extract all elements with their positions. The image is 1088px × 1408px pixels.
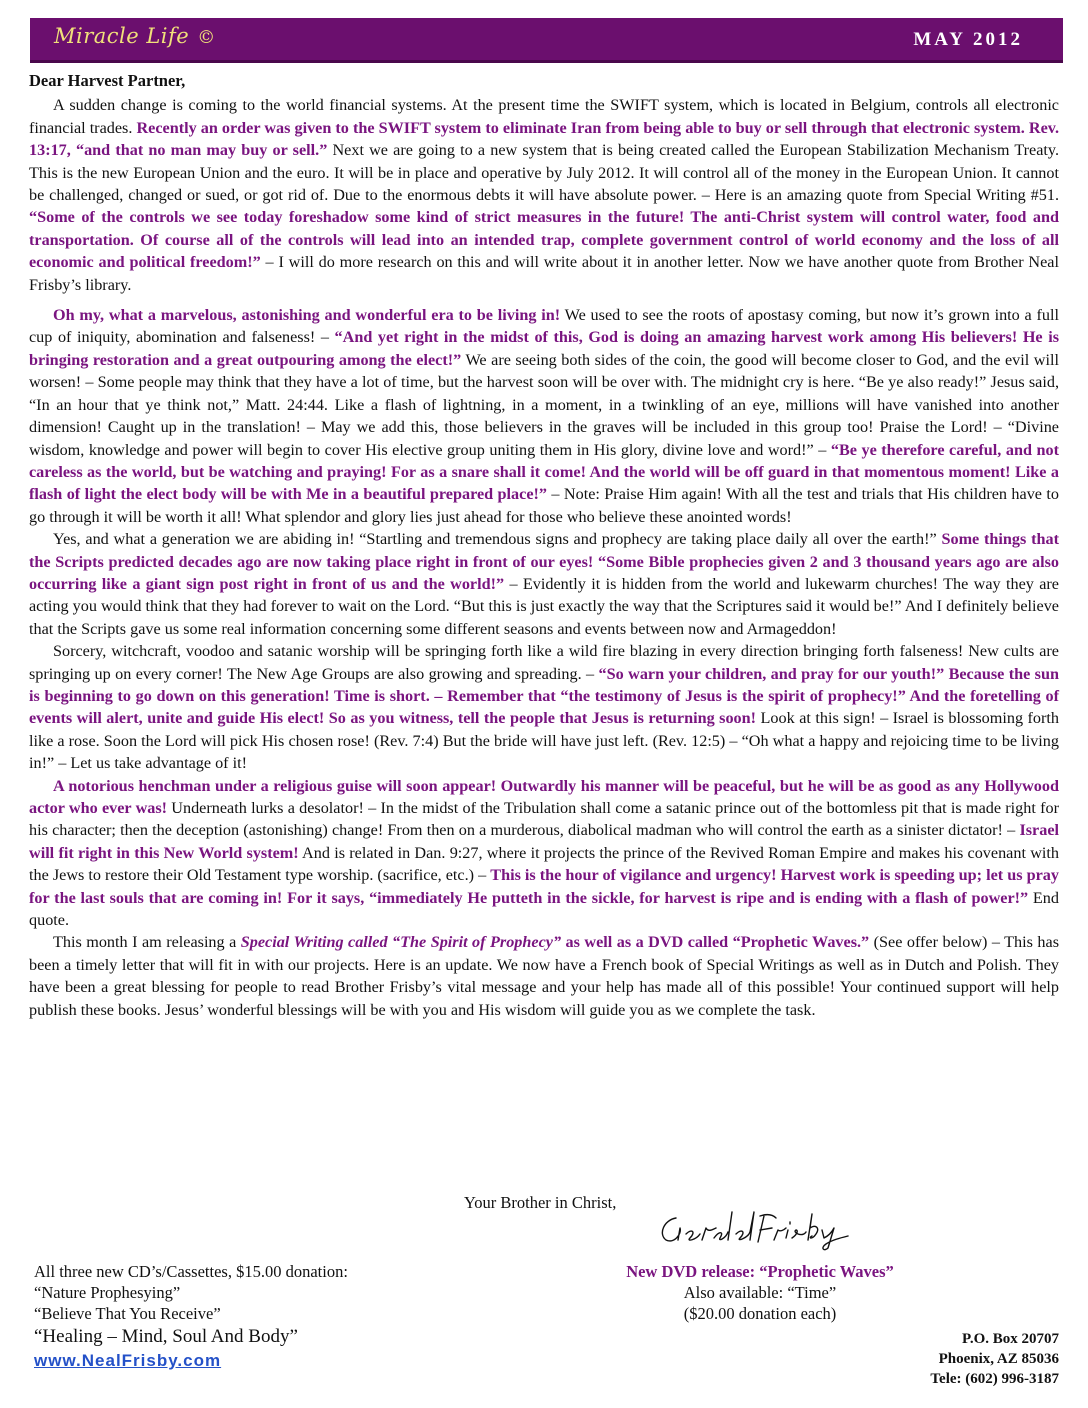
text-run: This month I am releasing a xyxy=(53,933,241,952)
text-run: – I will do more research on this and will write about it in another letter. Now we have another quote from Brother Neal Frisby’s library. xyxy=(29,253,1059,294)
dvd-offer xyxy=(560,1261,960,1324)
highlight-run: This is the hour of vigilance and urgency! Harvest work is speeding up; let us pray for the last souls that are coming in! For it says, “immediately He putteth in the sickle, for harvest is ripe and is ending with a flash of power!” xyxy=(29,866,1059,907)
newsletter-header xyxy=(30,18,1063,63)
po-box: P.O. Box 20707 xyxy=(962,1331,1059,1347)
issue-date: MAY 2012 xyxy=(913,29,1023,50)
highlight-run: “And yet right in the midst of this, God is doing an amazing harvest work among His believers! He is bringing restoration and a great outpouring among the elect!” xyxy=(29,328,1059,369)
highlight-run: “Some of the controls we see today foreshadow some kind of strict measures in the future! The anti-Christ system will control water, food and transportation. Of course all of the controls will lead into an intended trap, complete government control of world economy and the loss of all economic and political freedom!” xyxy=(29,208,1059,272)
paragraph-1 xyxy=(29,94,1059,296)
paragraph-6 xyxy=(29,931,1059,1021)
text-run: – Note: Praise Him again! With all the test and trials that His children have to go through it will be worth it all! What splendor and glory lies just ahead for those who believe these anointed words! xyxy=(29,485,1059,526)
signature-image xyxy=(656,1208,856,1257)
dvd-offer-title: New DVD release: “Prophetic Waves” xyxy=(626,1262,894,1281)
text-run: And is related in Dan. 9:27, where it projects the prince of the Revived Roman Empire and makes his covenant with the Jews to restore their Old Testament type worship. (sacrifice, etc.) – xyxy=(29,843,1059,885)
text-run: Underneath lurks a desolator! – In the midst of the Tribulation shall come a satanic prince out of the bottomless pit that is made right for his character; then the deception (astonishing) change! From then on a murderous, diabolical madman who will control the earth as a sinister dictator! – xyxy=(29,799,1059,840)
cd-title: “Healing – Mind, Soul And Body” xyxy=(34,1326,298,1347)
text-run: We are seeing both sides of the coin, the good will become closer to God, and the evil will worsen! – Some people may think that they have a lot of time, but the harvest soon will be over with. The midnight cry is here. “Be ye also ready!” Jesus said, “In an hour that ye think not,” Matt. 24:44. Like a flash of lightning, in a moment, in a twinkling of an eye, millions will have vanished into another dimension! Caught up in the translation! – May we add this, those believers in the graves will be included in this group too! Praise the Lord! – “Divine wisdom, knowledge and power will begin to cover His elective group uniting them in His glory, divine love and word!” – xyxy=(29,350,1059,459)
dvd-also-available: Also available: “Time” xyxy=(683,1283,837,1302)
signature-icon xyxy=(656,1208,856,1252)
cd-title: “Believe That You Receive” xyxy=(34,1304,221,1323)
letter-body xyxy=(29,70,1059,1021)
dvd-donation: ($20.00 donation each) xyxy=(683,1304,837,1323)
text-run: End quote. xyxy=(29,888,1059,930)
salutation: Dear Harvest Partner, xyxy=(29,71,186,90)
text-run: Look at this sign! – Israel is blossoming forth like a rose. Soon the Lord will pick His chosen rose! (Rev. 7:4) But the bride will have just left. (Rev. 12:5) – “Oh what a happy and rejoicing time to be living in!” – Let us take advantage of it! xyxy=(29,709,1059,773)
highlight-run: Special Writing called “The Spirit of Prophecy” xyxy=(240,933,562,952)
text-run: Next we are going to a new system that is being created called the European Stabilization Mechanism Treaty. This is the new European Union and the euro. It will be in place and operative by July 2012. It will control all of the money in the European Union. It cannot be challenged, changed or sued, or got rid of. Due to the enormous debts it will have absolute power. – Here is an amazing quote from Special Writing #51. xyxy=(29,141,1059,205)
cd-title: “Nature Prophesying” xyxy=(34,1283,181,1302)
paragraph-5 xyxy=(29,775,1059,932)
text-run: Yes, and what a generation we are abiding in! “Startling and tremendous signs and prophecy are taking place daily all over the earth!” xyxy=(53,530,942,549)
cd-offer-title: All three new CD’s/Cassettes, $15.00 donation: xyxy=(34,1262,348,1281)
brand-logo xyxy=(54,24,216,48)
closing-line: Your Brother in Christ, xyxy=(464,1193,617,1212)
highlight-run: Oh my, what a marvelous, astonishing and wonderful era to be living in! xyxy=(53,306,561,325)
highlight-run: A notorious henchman under a religious guise will soon appear! Outwardly his manner will be peaceful, but he will be as good as any Hollywood actor who ever was! xyxy=(29,776,1059,817)
brand-name: Miracle Life xyxy=(54,24,190,48)
mailing-address xyxy=(930,1329,1059,1389)
highlight-run: Recently an order was given to the SWIFT system to eliminate Iran from being able to buy or sell through that electronic system. Rev. 13:17, “and that no man may buy or sell.” xyxy=(29,118,1059,160)
copyright-mark: © xyxy=(197,27,216,48)
text-run: (See offer below) – This has been a timely letter that will fit in with our projects. Here is an update. We now have a French book of Special Writings as well as in Dutch and Polish. They have been a great blessing for people to read Brother Frisby’s vital message and your help has made all of this possible! Your continued support will help publish these books. Jesus’ wonderful blessings will be with you and His wisdom will guide you as we complete the task. xyxy=(29,933,1059,1019)
text-run: A sudden change is coming to the world financial systems. At the present time the SWIFT system, which is located in Belgium, controls all electronic financial trades. xyxy=(29,96,1059,137)
telephone: Tele: (602) 996-3187 xyxy=(930,1371,1059,1387)
paragraph-3 xyxy=(29,528,1059,640)
website-link[interactable]: www.NealFrisby.com xyxy=(34,1351,222,1370)
highlight-run: Some things that the Scripts predicted decades ago are now taking place right in front of our eyes! “Some Bible prophecies given 2 and 3 thousand years ago are also occurring like a giant sign post right in front of us and the world!” xyxy=(29,530,1059,593)
text-run: We used to see the roots of apostasy coming, but now it’s grown into a full cup of iniquity, abomination and falseness! – xyxy=(29,306,1059,347)
highlight-run: Israel will fit right in this New World system! xyxy=(29,821,1059,862)
cd-offer xyxy=(34,1261,348,1371)
paragraph-4 xyxy=(29,640,1059,774)
paragraph-2 xyxy=(29,304,1059,528)
highlight-run: “Be ye therefore careful, and not careless as the world, but be watching and praying! For as a snare shall it come! And the world will be off guard in that momentous moment! Like a flash of light the elect body will be with Me in a beautiful prepared place!” xyxy=(29,440,1060,504)
text-run: Sorcery, witchcraft, voodoo and satanic worship will be springing forth like a wild fire blazing in every direction bringing forth falseness! New cults are springing up on every corner! The New Age Groups are also growing and spreading. – xyxy=(29,642,1059,683)
highlight-run: as well as a DVD called “Prophetic Waves.” xyxy=(561,933,870,952)
city-state-zip: Phoenix, AZ 85036 xyxy=(938,1351,1059,1367)
highlight-run: “So warn your children, and pray for our youth!” Because the sun is beginning to go down on this generation! Time is short. – Remember that “the testimony of Jesus is the spirit of prophecy!” And the foretelling of events will alert, unite and guide His elect! So as you witness, tell the people that Jesus is returning soon! xyxy=(29,664,1059,728)
text-run: – Evidently it is hidden from the world and lukewarm churches! The way they are acting you would think that they had forever to wait on the Lord. “But this is just exactly the way that the Scriptures said it would be!” And I definitely believe that the Scripts gave us some real information concerning some different seasons and events between now and Armageddon! xyxy=(29,574,1059,638)
